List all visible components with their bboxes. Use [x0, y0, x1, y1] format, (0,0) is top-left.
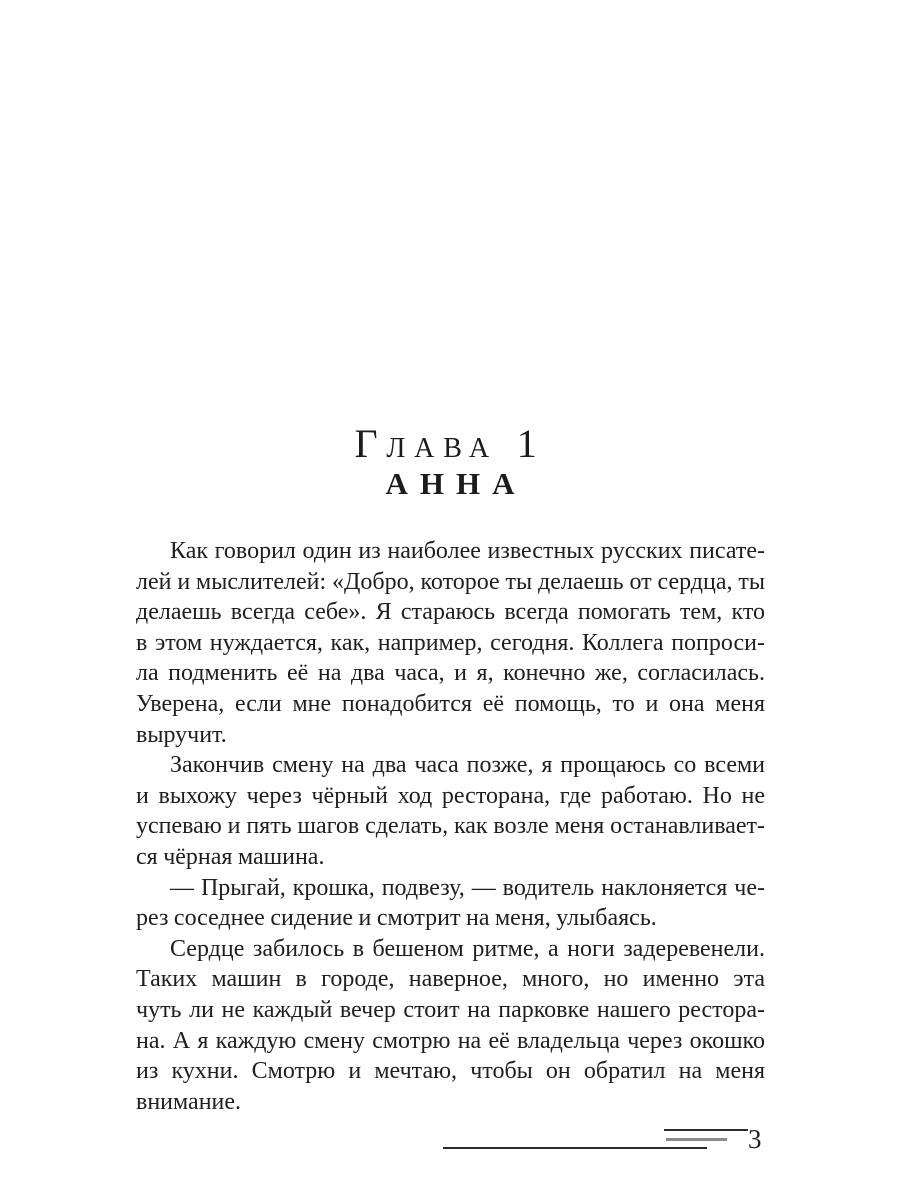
text-line: — Прыгай, крошка, подвезу, — водитель наклоняется че- — [170, 874, 765, 901]
chapter-number-heading: Глава 1 — [354, 421, 546, 466]
text-line: успеваю и пять шагов сделать, как возле меня останавливает- — [136, 813, 765, 840]
text-line: и выхожу через чёрный ход ресторана, где работаю. Но не — [136, 782, 765, 809]
text-line: Закончив смену на два часа позже, я прощаюсь со всеми — [170, 752, 765, 779]
text-line: из кухни. Смотрю и мечтаю, чтобы он обратил на меня — [136, 1058, 765, 1085]
text-line: ла подменить её на два часа, и я, конечно же, согласилась. — [136, 660, 765, 687]
text-line: лей и мыслителей: «Добро, которое ты делаешь от сердца, ты — [136, 568, 765, 595]
text-line: в этом нуждается, как, например, сегодня. Коллега попроси- — [136, 629, 765, 656]
text-line: Таких машин в городе, наверное, много, но именно эта — [136, 966, 765, 993]
text-line: Уверена, если мне понадобится её помощь, то и она меня — [136, 690, 765, 717]
text-line: выручит. — [136, 721, 227, 748]
text-line: на. А я каждую смену смотрю на её владельца через окошко — [136, 1027, 765, 1054]
footer-rule-middle — [666, 1138, 727, 1141]
page-number: 3 — [748, 1124, 762, 1154]
text-line: чуть ли не каждый вечер стоит на парковке нашего рестора- — [136, 996, 765, 1023]
footer-rule-top — [664, 1129, 748, 1131]
text-line: Сердце забилось в бешеном ритме, а ноги задеревенели. — [170, 935, 765, 962]
text-line: делаешь всегда себе». Я стараюсь всегда помогать тем, кто — [136, 599, 765, 626]
text-line: Как говорил один из наиболее известных русских писате- — [170, 538, 765, 564]
text-line: ся чёрная машина. — [136, 843, 325, 870]
footer-rule-long — [443, 1147, 707, 1149]
chapter-title-heading: АННА — [385, 466, 527, 501]
body-text — [136, 536, 765, 1117]
text-line: рез соседнее сидение и смотрит на меня, улыбаясь. — [136, 905, 657, 932]
text-line: внимание. — [136, 1088, 242, 1115]
